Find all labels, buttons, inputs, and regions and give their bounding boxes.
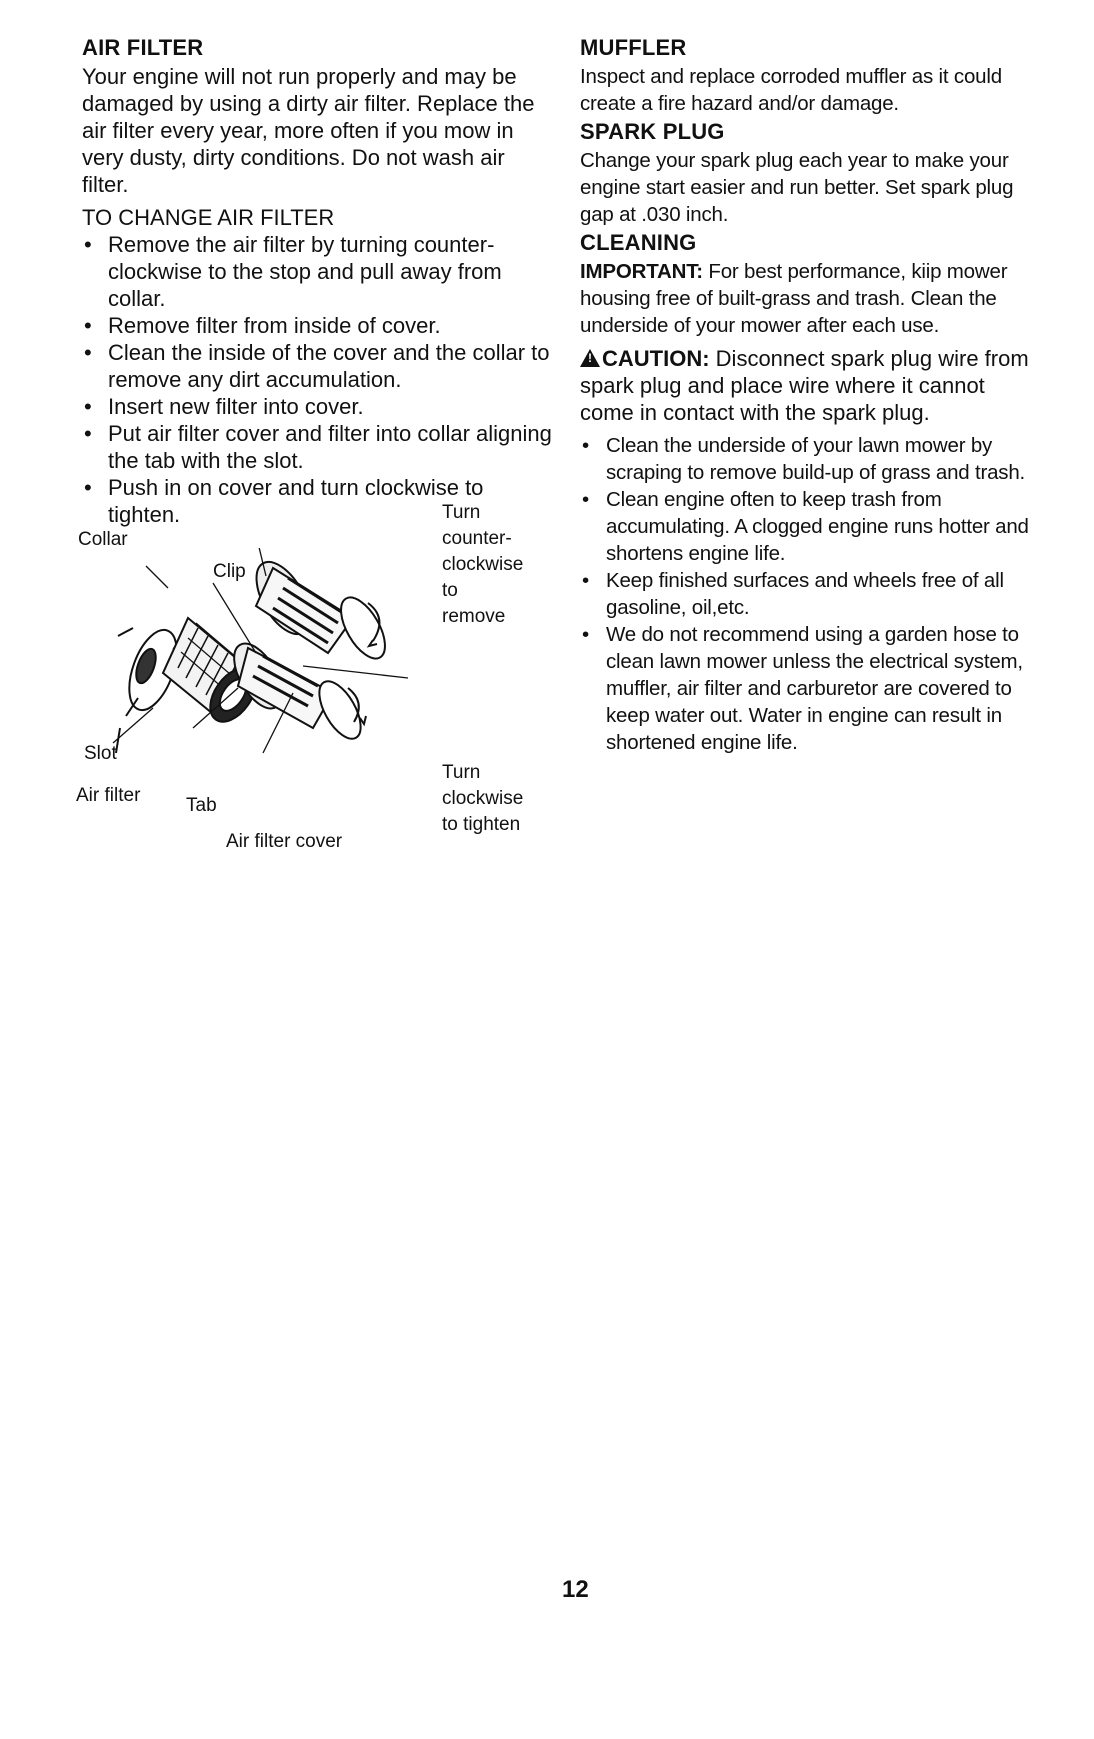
right-column (580, 34, 1040, 756)
muffler-text: Inspect and replace corroded muffler as it could create a fire hazard and/or damage. (580, 65, 1002, 115)
caution-label: CAUTION: (602, 346, 710, 371)
muffler-heading: MUFFLER (580, 35, 687, 60)
list-item: • Put air filter cover and filter into collar aligning the tab with the slot. (82, 420, 552, 474)
spark-plug-text: Change your spark plug each year to make your engine start easier and run better. Set spark plug gap at .030 inch. (580, 149, 1014, 226)
list-item: • We do not recommend using a garden hose to clean lawn mower unless the electrical system, muffler, air filter and carburetor are covered to keep water out. Water in engine can result in shortened engine life. (580, 621, 1040, 756)
slot-label: Slot (84, 743, 117, 764)
important-text: For best performance, kiip mower housing free of built-grass and trash. Clean the underside of your mower after each use. (580, 260, 1008, 337)
air-filter-label: Air filter (76, 785, 141, 806)
list-item: • Insert new filter into cover. (82, 393, 552, 420)
left-column (82, 34, 552, 528)
cleaning-steps (580, 432, 1040, 756)
page-number: 12 (562, 1576, 589, 1603)
caution-note (580, 345, 1040, 426)
cleaning-heading: CLEANING (580, 230, 697, 255)
important-label: IMPORTANT: (580, 260, 703, 283)
important-note (580, 258, 1040, 339)
tab-label: Tab (186, 795, 217, 816)
air-filter-cover-label: Air filter cover (226, 831, 343, 852)
air-filter-intro: Your engine will not run properly and may be damaged by using a dirty air filter. Replace the air filter every year, more often if you mow in very dusty, dirty conditions. Do not wash air filter. (82, 64, 535, 197)
collar-label: Collar (78, 529, 128, 550)
list-item: • Clean the inside of the cover and the collar to remove any dirt accumulation. (82, 339, 552, 393)
list-item: • Keep finished surfaces and wheels free of all gasoline, oil,etc. (580, 567, 1040, 621)
turn-ccw-label: Turn counter- clockwise to remove (442, 502, 524, 627)
air-filter-steps (82, 231, 552, 528)
list-item: • Remove the air filter by turning counter-clockwise to the stop and pull away from collar. (82, 231, 552, 312)
turn-cw-label: Turn clockwise to tighten (442, 762, 524, 835)
air-filter-heading: AIR FILTER (82, 35, 204, 60)
spark-plug-heading: SPARK PLUG (580, 119, 725, 144)
list-item: • Push in on cover and turn clockwise to tighten. (82, 474, 552, 528)
air-filter-diagram (76, 502, 548, 858)
clip-label: Clip (213, 561, 246, 582)
warning-icon (580, 349, 600, 367)
change-air-filter-subheading: TO CHANGE AIR FILTER (82, 205, 335, 230)
list-item: • Remove filter from inside of cover. (82, 312, 552, 339)
list-item: • Clean the underside of your lawn mower by scraping to remove build-up of grass and trash. (580, 432, 1040, 486)
caution-text: Disconnect spark plug wire from spark plug and place wire where it cannot come in contact with the spark plug. (580, 346, 1029, 425)
filter-cover-bottom-drawing (224, 636, 369, 745)
list-item: • Clean engine often to keep trash from accumulating. A clogged engine runs hotter and shortens engine life. (580, 486, 1040, 567)
filter-cover-top-drawing (246, 553, 394, 665)
